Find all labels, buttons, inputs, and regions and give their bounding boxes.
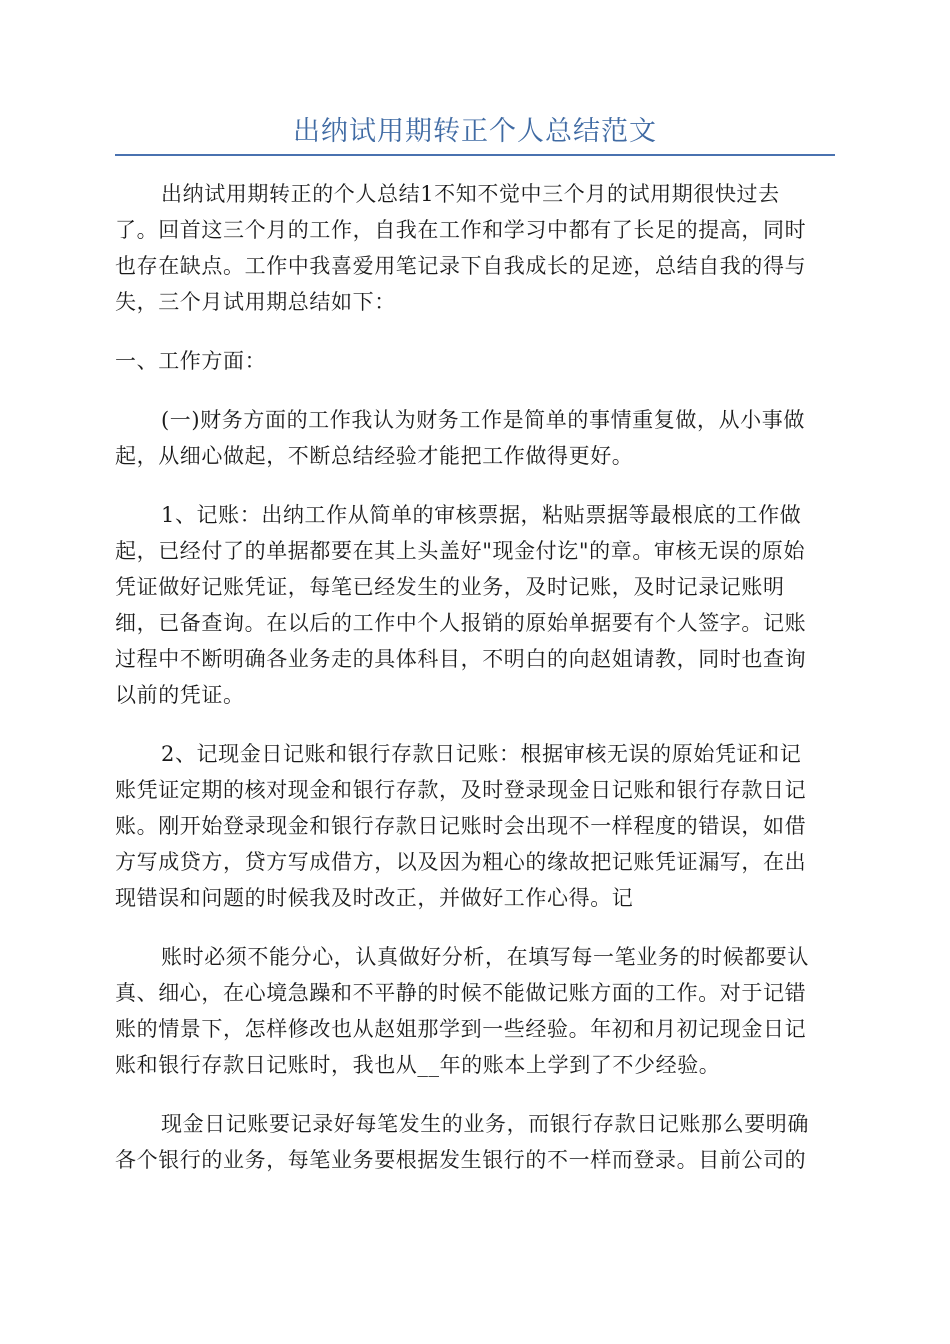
paragraph-line: 方写成贷方，贷方写成借方，以及因为粗心的缘故把记账凭证漏写，在出 [115,850,807,874]
paragraph-focus [115,939,835,1083]
paragraph-cash-journal [115,736,835,916]
paragraph-line: 账。刚开始登录现金和银行存款日记账时会出现不一样程度的错误，如借 [115,814,807,838]
paragraph-line: 各个银行的业务，每笔业务要根据发生银行的不一样而登录。目前公司的 [115,1148,807,1172]
paragraph-line: 也存在缺点。工作中我喜爱用笔记录下自我成长的足迹，总结自我的得与 [115,254,807,278]
paragraph-line: 现错误和问题的时候我及时改正，并做好工作心得。记 [115,886,634,910]
title-underline [115,154,835,156]
document-title: 出纳试用期转正个人总结范文 [293,116,657,147]
paragraph-line: 以前的凭证。 [115,683,245,707]
paragraph-line: 账和银行存款日记账时，我也从__年的账本上学到了不少经验。 [115,1053,721,1077]
paragraph-line: 账的情景下，怎样修改也从赵姐那学到一些经验。年初和月初记现金日记 [115,1017,807,1041]
paragraph-line: 账凭证定期的核对现金和银行存款，及时登录现金日记账和银行存款日记 [115,778,807,802]
paragraph-line: 细，已备查询。在以后的工作中个人报销的原始单据要有个人签字。记账 [115,611,807,635]
paragraph-line: 真、细心，在心境急躁和不平静的时候不能做记账方面的工作。对于记错 [115,981,807,1005]
paragraph-line: 起，已经付了的单据都要在其上头盖好"现金付讫"的章。审核无误的原始 [115,539,806,563]
paragraph-finance [115,402,835,474]
paragraph-line: 过程中不断明确各业务走的具体科目，不明白的向赵姐请教，同时也查询 [115,647,807,671]
paragraph-line: 起，从细心做起，不断总结经验才能把工作做得更好。 [115,444,634,468]
paragraph-intro [115,176,835,320]
paragraph-line: 失，三个月试用期总结如下： [115,290,396,314]
paragraph-line: (一)财务方面的工作我认为财务工作是简单的事情重复做，从小事做 [161,408,805,432]
paragraph-line: 了。回首这三个月的工作，自我在工作和学习中都有了长足的提高，同时 [115,218,807,242]
paragraph-line: 现金日记账要记录好每笔发生的业务，而银行存款日记账那么要明确 [161,1112,809,1136]
section-heading: 一、工作方面： [115,349,267,373]
paragraph-bookkeeping [115,497,835,713]
paragraph-line: 2、记现金日记账和银行存款日记账：根据审核无误的原始凭证和记 [161,742,802,766]
paragraph-line: 账时必须不能分心，认真做好分析，在填写每一笔业务的时候都要认 [161,945,809,969]
paragraph-bank-journal [115,1106,835,1178]
paragraph-line: 1、记账：出纳工作从简单的审核票据，粘贴票据等最根底的工作做 [161,503,802,527]
paragraph-line: 凭证做好记账凭证，每笔已经发生的业务，及时记账，及时记录记账明 [115,575,785,599]
document-body [115,176,835,1201]
paragraph-line: 出纳试用期转正的个人总结1不知不觉中三个月的试用期很快过去 [161,182,780,206]
section-heading-work [115,343,835,379]
